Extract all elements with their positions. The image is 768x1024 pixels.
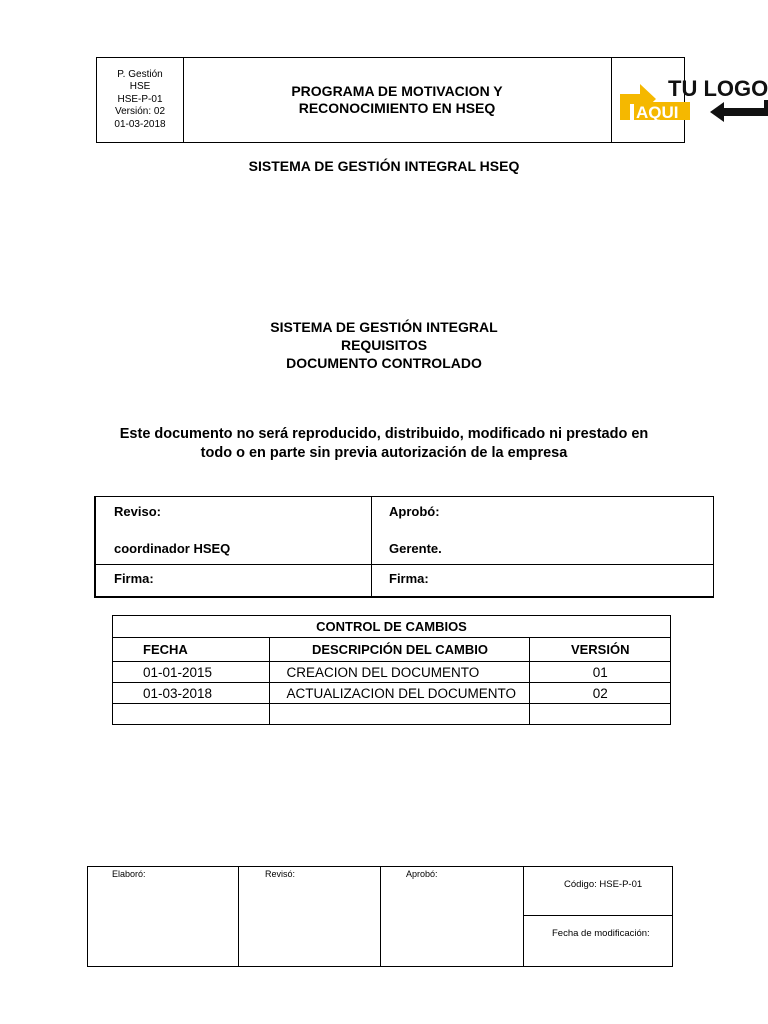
meta-line: Versión: 02 xyxy=(114,106,166,118)
table-cell: ACTUALIZACION DEL DOCUMENTO xyxy=(270,683,530,704)
block-line-3: DOCUMENTO CONTROLADO xyxy=(286,355,482,371)
logo-text-top: TU LOGO xyxy=(668,76,768,101)
firma-right-label: Firma: xyxy=(389,571,429,586)
table-cell: 02 xyxy=(530,683,671,704)
block-line-2: REQUISITOS xyxy=(340,337,428,353)
footer-col-codigo xyxy=(524,867,672,966)
change-control-table xyxy=(112,615,671,725)
table-cell: 01 xyxy=(530,662,671,683)
signature-footer xyxy=(87,866,673,967)
document-header xyxy=(96,57,768,143)
notice-line-1: Este documento no será reproducido, distribuido, modificado ni prestado en xyxy=(119,426,649,442)
company-logo xyxy=(612,58,768,142)
header-meta xyxy=(97,58,184,142)
table-cell: CREACION DEL DOCUMENTO xyxy=(270,662,530,683)
approval-divider xyxy=(371,497,372,597)
table-row xyxy=(113,662,671,683)
reviso-footer-label: Revisó: xyxy=(265,869,296,879)
reproduction-notice xyxy=(0,425,768,462)
footer-col-elaboro xyxy=(88,867,239,966)
meta-line: 01-03-2018 xyxy=(114,118,166,130)
logo-graphic xyxy=(612,58,768,142)
table-cell xyxy=(113,704,270,725)
table-cell: 01-03-2018 xyxy=(113,683,270,704)
table-cell xyxy=(270,704,530,725)
meta-line: HSE-P-01 xyxy=(117,93,163,105)
aprobo-label: Aprobó: xyxy=(389,504,440,519)
controlled-document-block xyxy=(0,318,768,372)
approval-divider xyxy=(96,564,714,565)
approval-box xyxy=(94,496,714,598)
notice-line-2: todo o en parte sin previa autorización de la empresa xyxy=(200,444,568,461)
reviso-label: Reviso: xyxy=(114,504,161,519)
aprobo-footer-label: Aprobó: xyxy=(406,869,438,879)
table-cell xyxy=(530,704,671,725)
footer-col-reviso xyxy=(239,867,381,966)
system-subtitle: SISTEMA DE GESTIÓN INTEGRAL HSEQ xyxy=(248,158,520,174)
table-row xyxy=(113,683,671,704)
logo-text-bottom: AQUI xyxy=(636,103,679,122)
footer-divider xyxy=(524,915,672,916)
codigo-label: Código: HSE-P-01 xyxy=(564,879,643,890)
table-row xyxy=(113,704,671,725)
firma-left-label: Firma: xyxy=(114,571,154,586)
table-title: CONTROL DE CAMBIOS xyxy=(113,616,671,638)
fecha-modificacion-label: Fecha de modificación: xyxy=(552,928,650,939)
title-line-1: PROGRAMA DE MOTIVACION Y xyxy=(291,83,503,99)
reviso-value: coordinador HSEQ xyxy=(114,541,231,556)
table-cell: 01-01-2015 xyxy=(113,662,270,683)
column-header: FECHA xyxy=(113,638,270,662)
block-line-1: SISTEMA DE GESTIÓN INTEGRAL xyxy=(270,319,498,335)
document-title xyxy=(183,58,612,142)
meta-line: P. Gestión xyxy=(117,68,163,80)
elaboro-label: Elaboró: xyxy=(112,869,146,879)
column-header: DESCRIPCIÓN DEL CAMBIO xyxy=(270,638,530,662)
footer-col-aprobo xyxy=(381,867,524,966)
meta-line: HSE xyxy=(129,81,151,93)
title-line-2: RECONOCIMIENTO EN HSEQ xyxy=(298,100,496,116)
aprobo-value: Gerente. xyxy=(389,541,442,556)
column-header: VERSIÓN xyxy=(530,638,671,662)
